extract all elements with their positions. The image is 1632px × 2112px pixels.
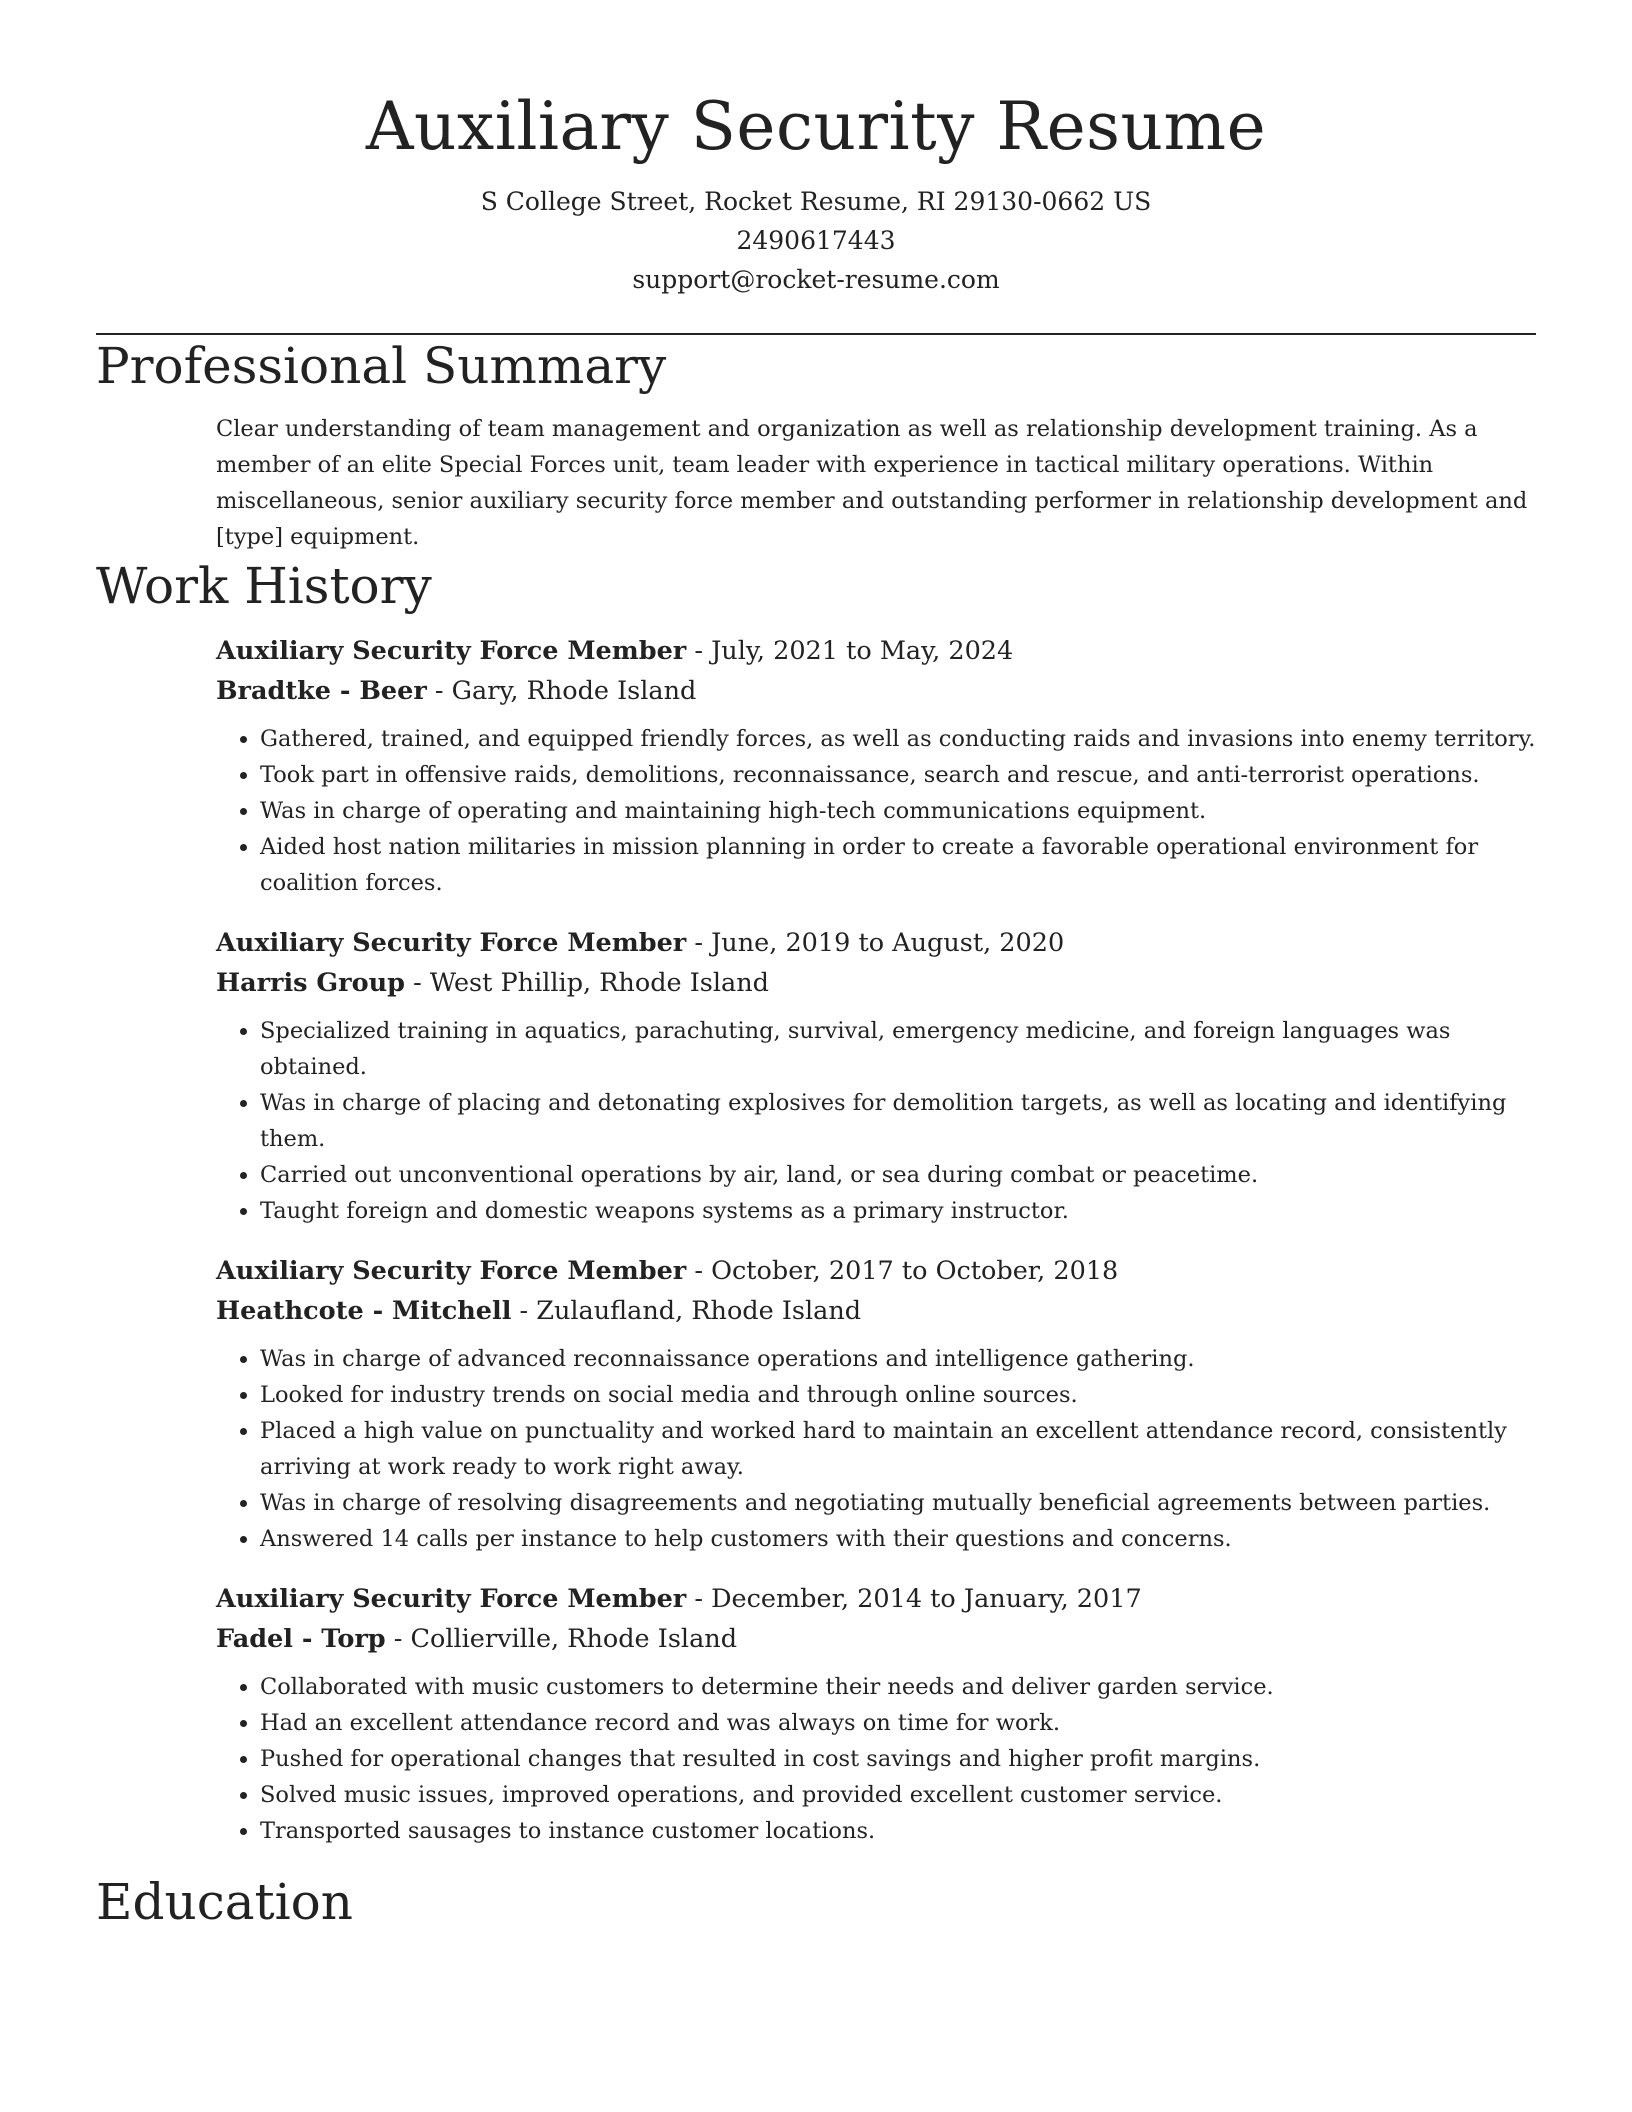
separator: - xyxy=(385,1624,411,1654)
bullet-item: • Looked for industry trends on social media and through online sources. xyxy=(260,1377,1536,1413)
job-location: Gary, Rhode Island xyxy=(451,676,697,706)
contact-phone: 2490617443 xyxy=(736,226,896,255)
work-history-list xyxy=(216,631,1536,1849)
bullet-item: • Specialized training in aquatics, parachuting, survival, emergency medicine, and foreign languages was obtained. xyxy=(260,1013,1536,1085)
job-title-line xyxy=(216,1251,1536,1291)
separator: - xyxy=(686,928,712,958)
bullet-item: • Was in charge of advanced reconnaissance operations and intelligence gathering. xyxy=(260,1341,1536,1377)
summary-heading: Professional Summary xyxy=(96,337,667,395)
bullet-item: • Was in charge of resolving disagreements and negotiating mutually beneficial agreements between parties. xyxy=(260,1485,1536,1521)
contact-address: S College Street, Rocket Resume, RI 29130-0662 US xyxy=(480,187,1152,216)
job-title-line xyxy=(216,923,1536,963)
job-entry xyxy=(216,1579,1536,1849)
bullet-item: • Took part in offensive raids, demolitions, reconnaissance, search and rescue, and anti-terrorist operations. xyxy=(260,757,1536,793)
bullet-item: • Solved music issues, improved operations, and provided excellent customer service. xyxy=(260,1777,1536,1813)
job-location: Collierville, Rhode Island xyxy=(410,1624,738,1654)
job-dates: October, 2017 to October, 2018 xyxy=(711,1256,1119,1286)
job-bullets xyxy=(216,1013,1536,1229)
job-title: Auxiliary Security Force Member xyxy=(216,1584,687,1614)
separator: - xyxy=(511,1296,537,1326)
job-bullets xyxy=(216,721,1536,901)
bullet-item: • Transported sausages to instance customer locations. xyxy=(260,1813,1536,1849)
job-company: Fadel - Torp xyxy=(216,1624,386,1654)
job-company-line xyxy=(216,1291,1536,1331)
job-bullets xyxy=(216,1669,1536,1849)
job-title: Auxiliary Security Force Member xyxy=(216,1256,687,1286)
resume-title: Auxiliary Security Resume xyxy=(365,88,1267,165)
job-company-line xyxy=(216,671,1536,711)
job-dates: December, 2014 to January, 2017 xyxy=(711,1584,1142,1614)
job-location: West Phillip, Rhode Island xyxy=(429,968,769,998)
contact-block xyxy=(96,182,1536,299)
job-company-line xyxy=(216,1619,1536,1659)
separator: - xyxy=(686,636,712,666)
job-title-line xyxy=(216,631,1536,671)
work-history-heading: Work History xyxy=(96,557,432,615)
bullet-item: • Taught foreign and domestic weapons systems as a primary instructor. xyxy=(260,1193,1536,1229)
bullet-item: • Was in charge of placing and detonating explosives for demolition targets, as well as locating and identifying them. xyxy=(260,1085,1536,1157)
separator: - xyxy=(686,1584,712,1614)
job-dates: June, 2019 to August, 2020 xyxy=(711,928,1065,958)
job-entry xyxy=(216,631,1536,901)
bullet-item: • Was in charge of operating and maintaining high-tech communications equipment. xyxy=(260,793,1536,829)
bullet-item: • Collaborated with music customers to determine their needs and deliver garden service. xyxy=(260,1669,1536,1705)
bullet-item: • Had an excellent attendance record and was always on time for work. xyxy=(260,1705,1536,1741)
job-entry xyxy=(216,1251,1536,1557)
job-entry xyxy=(216,923,1536,1229)
job-title: Auxiliary Security Force Member xyxy=(216,928,687,958)
bullet-item: • Gathered, trained, and equipped friendly forces, as well as conducting raids and invasions into enemy territory. xyxy=(260,721,1536,757)
contact-email: support@rocket-resume.com xyxy=(632,265,1000,294)
separator: - xyxy=(426,676,452,706)
separator: - xyxy=(405,968,430,998)
resume-page xyxy=(96,0,1536,1933)
job-company-line xyxy=(216,963,1536,1003)
bullet-item: • Carried out unconventional operations by air, land, or sea during combat or peacetime. xyxy=(260,1157,1536,1193)
bullet-item: • Pushed for operational changes that resulted in cost savings and higher profit margins. xyxy=(260,1741,1536,1777)
summary-text: Clear understanding of team management and organization as well as relationship development training. As a member of an elite Special Forces unit, team leader with experience in tactical military operations. Within miscellaneous, senior auxiliary security force member and outstanding performer in relationship development and [type] equipment. xyxy=(216,416,1528,550)
job-company: Heathcote - Mitchell xyxy=(216,1296,512,1326)
job-title-line xyxy=(216,1579,1536,1619)
job-title: Auxiliary Security Force Member xyxy=(216,636,687,666)
separator: - xyxy=(686,1256,712,1286)
education-heading: Education xyxy=(96,1873,353,1931)
bullet-item: • Answered 14 calls per instance to help customers with their questions and concerns. xyxy=(260,1521,1536,1557)
job-location: Zulaufland, Rhode Island xyxy=(536,1296,862,1326)
bullet-item: • Aided host nation militaries in mission planning in order to create a favorable operational environment for coalition forces. xyxy=(260,829,1536,901)
job-bullets xyxy=(216,1341,1536,1557)
job-company: Harris Group xyxy=(216,968,405,998)
job-company: Bradtke - Beer xyxy=(216,676,427,706)
job-dates: July, 2021 to May, 2024 xyxy=(711,636,1014,666)
bullet-item: • Placed a high value on punctuality and worked hard to maintain an excellent attendance record, consistently arriving at work ready to work right away. xyxy=(260,1413,1536,1485)
